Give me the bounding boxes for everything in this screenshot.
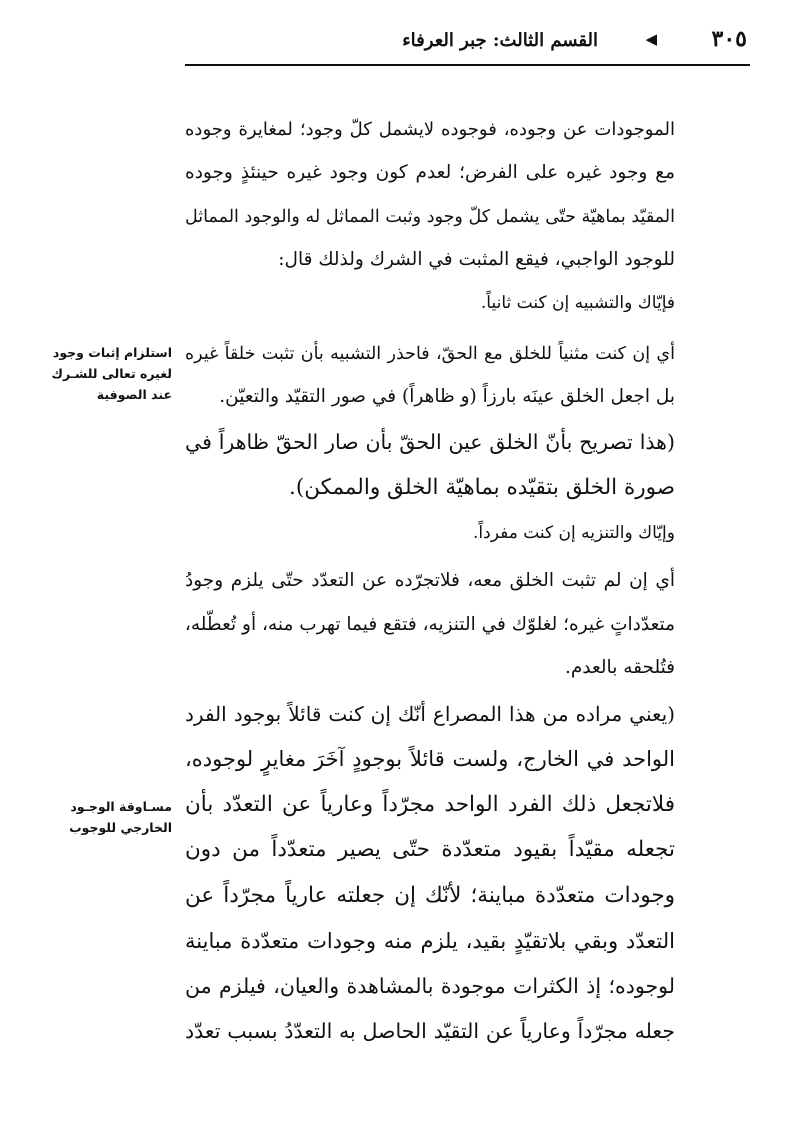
running-header [185, 26, 750, 66]
text-line: تجعله مقيّداً بقيود متعدّدة حتّى يصير متعدّداً من دون [185, 837, 675, 862]
text-line: لوجوده؛ إذ الكثرات موجودة بالمشاهدة والعيان، فيلزم من [185, 974, 675, 998]
margin-note [40, 796, 172, 838]
text-line: المقيّد بماهيّة حتّى يشمل كلّ وجود وثبت المماثل له والوجود المماثل [185, 207, 675, 227]
text-line: صورة الخلق بتقيّده بماهيّة الخلق والممكن). [288, 475, 675, 500]
text-line: فتُلحقه بالعدم. [564, 657, 675, 678]
margin-note-line: الخارجي للوجوب [69, 820, 172, 835]
text-line: متعدّداتٍ غيره؛ لغلوّك في التنزيه، فتقع فيما تهرب منه، أو تُعطّله، [184, 614, 675, 635]
text-line: أي إن كنت مثنياً للخلق مع الحقّ، فاحذر التشبيه بأن تثبت خلقاً غيره [185, 344, 675, 364]
text-line: التعدّد وبقي بلاتقيّدٍ بقيد، يلزم منه وجودات متعدّدة مباينة [185, 929, 675, 953]
margin-note-line: عند الصوفية [96, 387, 172, 402]
margin-note [40, 342, 172, 405]
arrow-left-icon: ◀ [645, 30, 657, 48]
text-line: للوجود الواجبي، فيقع المثبت في الشرك ولذلك قال: [278, 249, 675, 270]
text-line: مع وجود غيره على الفرض؛ لعدم كون وجود غيره حينئذٍ وجوده [185, 162, 675, 183]
text-line: (هذا تصريح بأنّ الخلق عين الحقّ بأن صار الحقّ ظاهراً في [185, 430, 675, 454]
section-title: القسم الثالث: جبر العرفاء [402, 30, 598, 51]
text-line: وجودات متعدّدة مباينة؛ لأنّك إن جعلته عارياً مجرّداً عن [185, 883, 675, 908]
text-line: فلاتجعل ذلك الفرد الواحد مجرّداً وعارياً عن التعدّد بأن [185, 792, 675, 817]
header-rule [185, 64, 750, 66]
text-line: الموجودات عن وجوده، فوجوده لايشمل كلّ وجود؛ لمغايرة وجوده [185, 119, 675, 140]
margin-note-line: استلزام إثبات وجود [52, 345, 172, 360]
text-line: أي إن لم تثبت الخلق معه، فلاتجرّده عن التعدّد حتّى يلزم وجودُ [185, 570, 675, 591]
margin-note-line: مسـاوقة الوجـود [70, 799, 172, 814]
page-number: ٣٠٥ [711, 26, 747, 52]
text-line: جعله مجرّداً وعارياً عن التقيّد الحاصل به التعدّدُ بسبب تعدّد [185, 1019, 675, 1043]
quoted-verse: وإيّاك والتنزيه إن كنت مفرداً. [473, 523, 675, 543]
text-line: الواحد في الخارج، ولست قائلاً بوجودٍ آخَرَ مغايرٍ لوجوده، [185, 747, 675, 771]
margin-note-line: لغيره تعالى للشـرك [51, 366, 172, 381]
text-line: (يعني مراده من هذا المصراع أنّك إن كنت قائلاً بوجود الفرد [185, 702, 675, 726]
text-line: بل اجعل الخلق عينَه بارزاً (و ظاهراً) في صور التقيّد والتعيّن. [219, 386, 675, 407]
quoted-verse: فإيّاك والتشبيه إن كنت ثانياً. [480, 293, 675, 313]
